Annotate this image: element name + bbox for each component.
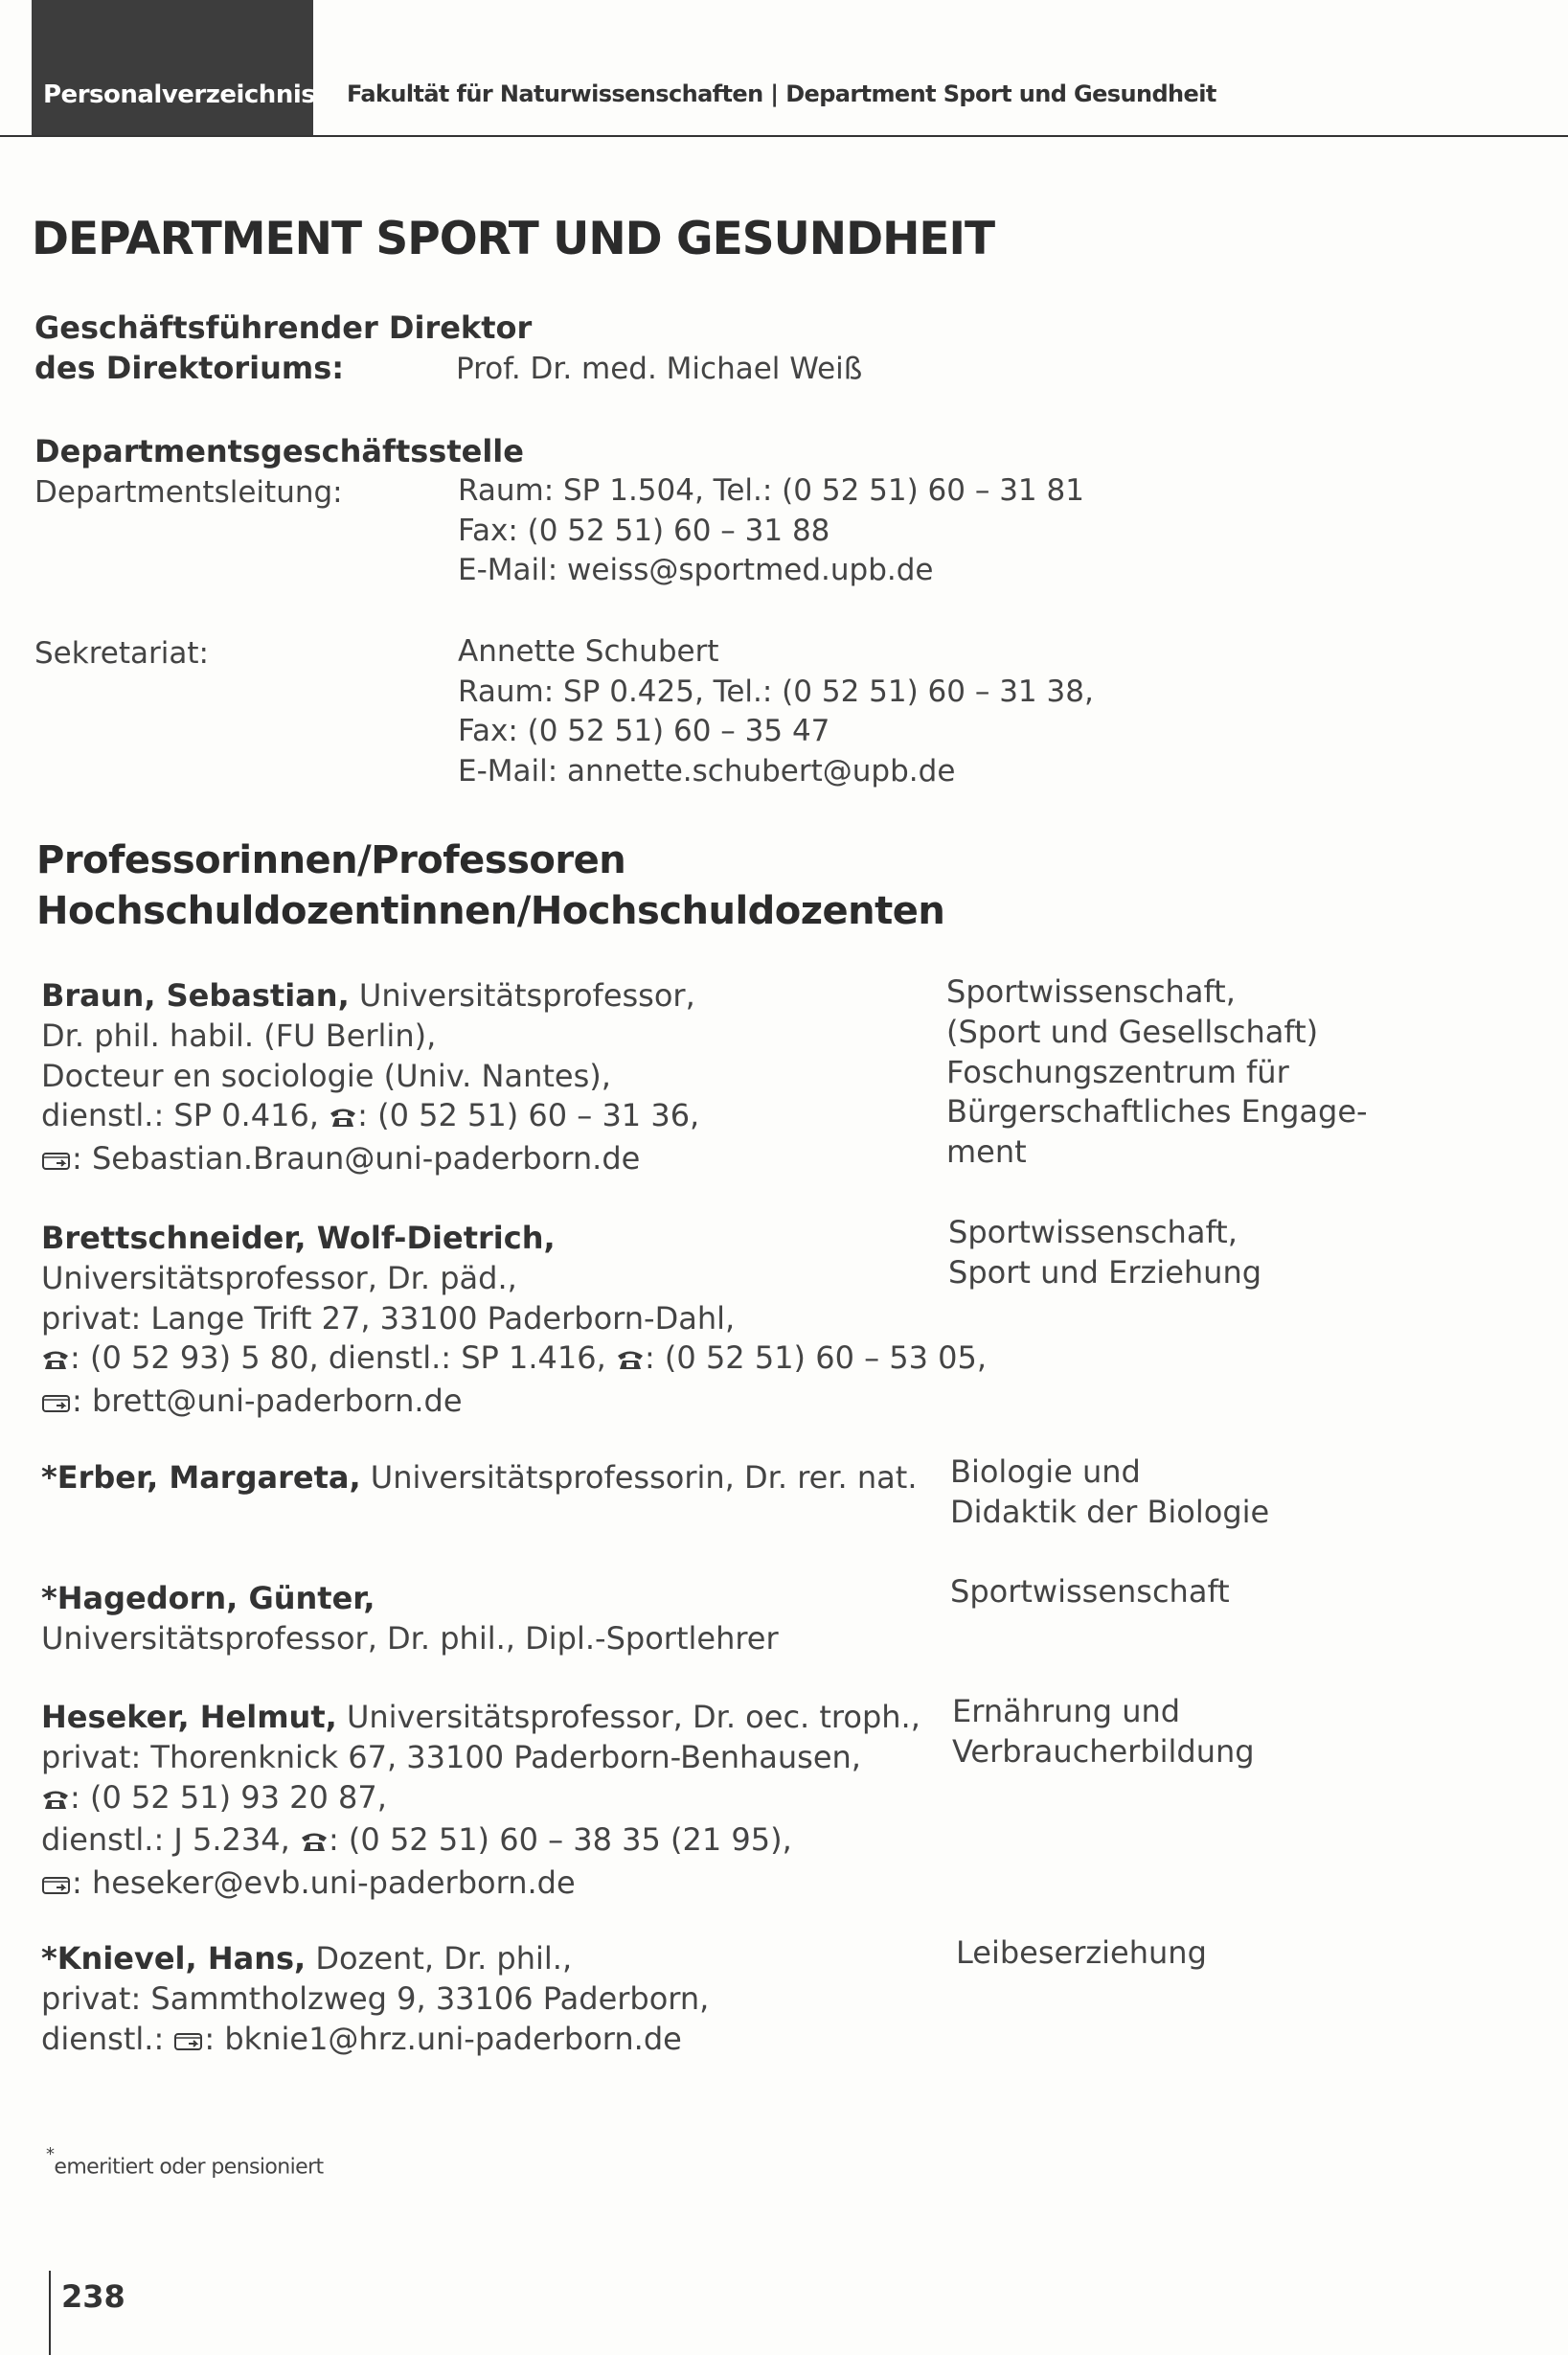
entry-line: privat: Lange Trift 27, 33100 Paderborn-Dahl, bbox=[41, 1299, 736, 1337]
entry-knievel bbox=[41, 1939, 709, 2062]
entry-name: *Hagedorn, Günter, bbox=[41, 1580, 375, 1616]
section-heading-line1: Professorinnen/Professoren bbox=[36, 838, 626, 882]
entry-phone-office: : (0 52 51) 60 – 53 05, bbox=[644, 1339, 988, 1377]
phone-icon bbox=[329, 1099, 357, 1139]
leadership-fax: Fax: (0 52 51) 60 – 31 88 bbox=[458, 513, 830, 548]
entry-heseker bbox=[41, 1698, 920, 1907]
phone-icon bbox=[41, 1781, 70, 1821]
entry-phone-private: : (0 52 51) 93 20 87, bbox=[70, 1778, 387, 1816]
leadership-label: Departmentsleitung: bbox=[34, 475, 343, 510]
footnote-text: emeritiert oder pensioniert bbox=[54, 2155, 324, 2180]
leadership-email: E-Mail: weiss@sportmed.upb.de bbox=[458, 553, 934, 587]
office-heading: Departmentsgeschäftsstelle bbox=[34, 433, 524, 469]
header-divider bbox=[0, 135, 1568, 137]
field-line: Bürgerschaftliches Engage- bbox=[946, 1093, 1368, 1131]
entry-braun bbox=[41, 976, 699, 1182]
entry-email[interactable]: : Sebastian.Braun@uni-paderborn.de bbox=[72, 1140, 641, 1178]
footnote-mark: * bbox=[46, 2144, 55, 2164]
entry-title: Universitätsprofessor, Dr. oec. troph., bbox=[336, 1699, 920, 1735]
field-line: Leibeserziehung bbox=[956, 1934, 1207, 1971]
entry-name: *Knievel, Hans, bbox=[41, 1940, 307, 1977]
leadership-room: Raum: SP 1.504, Tel.: (0 52 51) 60 – 31 81 bbox=[458, 473, 1084, 508]
secretariat-room: Raum: SP 0.425, Tel.: (0 52 51) 60 – 31 38, bbox=[458, 674, 1094, 709]
entry-phone: : (0 52 51) 60 – 31 36, bbox=[357, 1097, 700, 1134]
page-number: 238 bbox=[61, 2278, 125, 2315]
field-line: (Sport und Gesellschaft) bbox=[946, 1013, 1319, 1050]
secretariat-email: E-Mail: annette.schubert@upb.de bbox=[458, 753, 956, 789]
mail-icon bbox=[41, 1384, 72, 1425]
secretariat-name: Annette Schubert bbox=[458, 634, 719, 669]
field-line: ment bbox=[946, 1133, 1027, 1171]
entry-line: privat: Sammtholzweg 9, 33106 Paderborn, bbox=[41, 1979, 710, 2017]
field-line: Sportwissenschaft, bbox=[946, 973, 1236, 1010]
phone-icon bbox=[616, 1341, 645, 1382]
entry-phone-office: : (0 52 51) 60 – 38 35 (21 95), bbox=[328, 1821, 792, 1859]
entry-office: dienstl.: SP 0.416, bbox=[41, 1097, 330, 1134]
director-label-line2: des Direktoriums: bbox=[34, 350, 345, 386]
entry-hagedorn-field bbox=[950, 1572, 1230, 1612]
entry-erber bbox=[41, 1458, 918, 1498]
entry-email[interactable]: : bknie1@hrz.uni-paderborn.de bbox=[204, 2020, 682, 2057]
entry-line: Dr. phil. habil. (FU Berlin), bbox=[41, 1017, 437, 1054]
field-line: Foschungszentrum für bbox=[946, 1053, 1289, 1090]
field-line: Ernährung und bbox=[952, 1693, 1181, 1729]
entry-line: Universitätsprofessor, Dr. päd., bbox=[41, 1259, 517, 1296]
secretariat-details bbox=[458, 632, 1094, 791]
page-number-rule bbox=[49, 2271, 51, 2355]
mail-icon bbox=[173, 2023, 204, 2063]
field-line: Sport und Erziehung bbox=[948, 1253, 1262, 1291]
leadership-details bbox=[458, 471, 1084, 591]
director-label-line1: Geschäftsführender Direktor bbox=[34, 309, 533, 346]
entry-office: dienstl.: bbox=[41, 2020, 174, 2057]
page-title: DEPARTMENT SPORT UND GESUNDHEIT bbox=[32, 213, 995, 265]
entry-knievel-field bbox=[956, 1933, 1207, 1974]
entry-title: Universitätsprofessor, bbox=[349, 977, 695, 1014]
secretariat-fax: Fax: (0 52 51) 60 – 35 47 bbox=[458, 714, 830, 748]
entry-office: dienstl.: J 5.234, bbox=[41, 1821, 300, 1859]
header-tab bbox=[32, 0, 316, 137]
field-line: Verbraucherbildung bbox=[952, 1732, 1255, 1770]
entry-name: *Erber, Margareta, bbox=[41, 1459, 361, 1496]
entry-braun-field bbox=[946, 972, 1368, 1173]
field-line: Sportwissenschaft, bbox=[948, 1214, 1238, 1250]
entry-brettschneider bbox=[41, 1219, 987, 1425]
mail-icon bbox=[41, 1142, 72, 1182]
field-line: Didaktik der Biologie bbox=[950, 1493, 1270, 1530]
phone-icon bbox=[41, 1341, 70, 1382]
director-name: Prof. Dr. med. Michael Weiß bbox=[456, 352, 863, 386]
entry-hagedorn bbox=[41, 1579, 779, 1659]
entry-title: Dozent, Dr. phil., bbox=[306, 1940, 573, 1977]
mail-icon bbox=[41, 1866, 72, 1907]
section-heading bbox=[36, 835, 944, 937]
entry-name: Brettschneider, Wolf-Dietrich, bbox=[41, 1220, 556, 1256]
footnote bbox=[46, 2144, 324, 2180]
entry-phone-private: : (0 52 93) 5 80, dienstl.: SP 1.416, bbox=[70, 1339, 616, 1377]
entry-name: Heseker, Helmut, bbox=[41, 1699, 337, 1735]
phone-icon bbox=[300, 1823, 329, 1863]
entry-brettschneider-field bbox=[948, 1213, 1261, 1293]
entry-line: Universitätsprofessor, Dr. phil., Dipl.-Sportlehrer bbox=[41, 1619, 779, 1657]
entry-erber-field bbox=[950, 1452, 1269, 1533]
secretariat-label: Sekretariat: bbox=[34, 636, 209, 671]
entry-title: Universitätsprofessorin, Dr. rer. nat. bbox=[360, 1459, 918, 1496]
entry-line: Docteur en sociologie (Univ. Nantes), bbox=[41, 1057, 611, 1094]
entry-email[interactable]: : heseker@evb.uni-paderborn.de bbox=[72, 1864, 576, 1902]
entry-heseker-field bbox=[952, 1692, 1255, 1772]
breadcrumb: Fakultät für Naturwissenschaften | Department Sport und Gesundheit bbox=[347, 80, 1216, 107]
section-heading-line2: Hochschuldozentinnen/Hochschuldozenten bbox=[36, 889, 945, 933]
entry-line: privat: Thorenknick 67, 33100 Paderborn-Benhausen, bbox=[41, 1738, 861, 1775]
field-line: Biologie und bbox=[950, 1453, 1141, 1490]
entry-email[interactable]: : brett@uni-paderborn.de bbox=[72, 1383, 463, 1420]
field-line: Sportwissenschaft bbox=[950, 1573, 1230, 1610]
entry-name: Braun, Sebastian, bbox=[41, 977, 350, 1014]
header-tab-label: Personalverzeichnis bbox=[43, 80, 316, 109]
